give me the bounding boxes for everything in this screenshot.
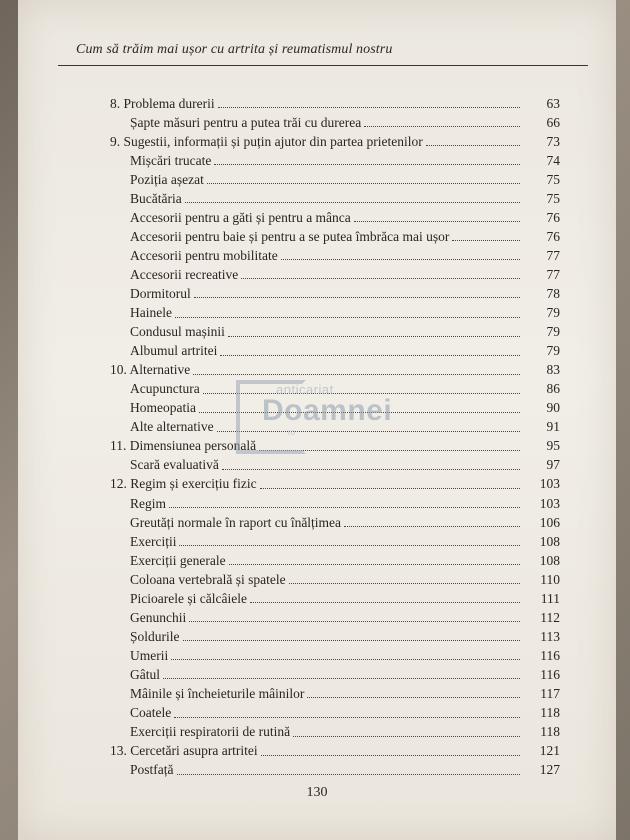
toc-entry-title: Acupunctura (130, 381, 200, 397)
watermark-logo (236, 380, 436, 460)
toc-entry-title: Gâtul (130, 666, 160, 682)
toc-entry-page: 95 (546, 438, 560, 454)
toc-section-entry (18, 723, 616, 742)
toc-entry-title: Exerciții respiratorii de rutină (130, 724, 291, 740)
toc-entry-title: 9. Sugestii, informații și puțin ajutor din partea prietenilor (110, 133, 423, 149)
toc-dot-leader (293, 736, 520, 737)
toc-dot-leader (175, 317, 520, 318)
toc-dot-leader (452, 240, 520, 241)
toc-section-entry (18, 665, 616, 684)
toc-section-entry (18, 304, 616, 323)
toc-section-entry (18, 608, 616, 627)
toc-dot-leader (364, 126, 520, 127)
toc-chapter-entry (18, 361, 616, 380)
watermark-top-text: anticariat (276, 382, 334, 397)
toc-entry-page: 83 (546, 362, 560, 378)
toc-entry-page: 118 (540, 724, 560, 740)
toc-section-entry (18, 684, 616, 703)
toc-dot-leader (214, 164, 520, 165)
toc-chapter-entry (18, 742, 616, 761)
toc-entry-page: 97 (546, 457, 560, 473)
toc-entry-title: Umerii (130, 647, 169, 663)
toc-entry-page: 108 (539, 533, 560, 549)
toc-dot-leader (250, 602, 520, 603)
watermark-main-text: Doamnei (262, 394, 393, 427)
toc-entry-title: Mișcări trucate (130, 152, 212, 168)
toc-dot-leader (179, 545, 520, 546)
toc-section-entry (18, 761, 616, 780)
toc-dot-leader (207, 183, 520, 184)
toc-entry-page: 74 (546, 152, 560, 168)
toc-dot-leader (174, 717, 520, 718)
toc-entry-title: Greutăți normale în raport cu înălțimea (130, 514, 342, 530)
toc-section-entry (18, 551, 616, 570)
toc-entry-title: Hainele (130, 305, 172, 321)
toc-dot-leader (344, 526, 520, 527)
toc-dot-leader (222, 469, 520, 470)
book-page (18, 0, 616, 840)
toc-section-entry (18, 646, 616, 665)
toc-dot-leader (228, 336, 520, 337)
toc-entry-page: 116 (540, 666, 560, 682)
toc-dot-leader (260, 488, 520, 489)
toc-dot-leader (261, 755, 520, 756)
toc-entry-page: 117 (540, 685, 560, 701)
toc-entry-title: 8. Problema durerii (110, 95, 215, 111)
toc-section-entry (18, 113, 616, 132)
toc-dot-leader (163, 678, 520, 679)
toc-section-entry (18, 170, 616, 189)
toc-dot-leader (185, 202, 520, 203)
toc-entry-title: Mâinile și încheieturile mâinilor (130, 685, 305, 701)
toc-entry-page: 111 (540, 590, 560, 606)
toc-section-entry (18, 342, 616, 361)
toc-dot-leader (193, 374, 520, 375)
toc-entry-title: Exerciții generale (130, 552, 226, 568)
toc-entry-title: Șapte măsuri pentru a putea trăi cu durerea (130, 114, 362, 130)
toc-section-entry (18, 627, 616, 646)
toc-entry-page: 77 (546, 266, 560, 282)
toc-section-entry (18, 151, 616, 170)
toc-dot-leader (354, 221, 520, 222)
toc-entry-page: 108 (539, 552, 560, 568)
toc-entry-page: 76 (546, 209, 560, 225)
toc-section-entry (18, 208, 616, 227)
toc-section-entry (18, 265, 616, 284)
watermark-sub-text: ro (288, 428, 296, 437)
toc-dot-leader (218, 107, 520, 108)
toc-entry-page: 79 (546, 305, 560, 321)
page-number: 130 (306, 785, 328, 800)
toc-chapter-entry (18, 475, 616, 494)
toc-chapter-entry (18, 132, 616, 151)
toc-entry-page: 103 (539, 495, 560, 511)
toc-dot-leader (289, 583, 520, 584)
toc-entry-title: Accesorii recreative (130, 266, 239, 282)
toc-entry-title: 11. Dimensiunea personală (110, 438, 257, 454)
toc-entry-title: 12. Regim și exercițiu fizic (110, 476, 257, 492)
toc-entry-page: 103 (539, 476, 560, 492)
toc-entry-title: Dormitorul (130, 285, 191, 301)
toc-section-entry (18, 704, 616, 723)
toc-section-entry (18, 494, 616, 513)
toc-entry-title: Regim (130, 495, 166, 511)
running-header-title: Cum să trăim mai ușor cu artrita și reumatismul nostru (76, 42, 393, 57)
toc-dot-leader (171, 659, 520, 660)
toc-entry-title: Accesorii pentru mobilitate (130, 247, 278, 263)
toc-dot-leader (281, 259, 520, 260)
toc-entry-page: 116 (540, 647, 560, 663)
toc-entry-page: 76 (546, 228, 560, 244)
toc-entry-page: 127 (539, 762, 560, 778)
toc-entry-title: 10. Alternative (110, 362, 191, 378)
toc-entry-page: 79 (546, 324, 560, 340)
toc-entry-title: Picioarele și călcâiele (130, 590, 247, 606)
toc-entry-page: 121 (539, 743, 560, 759)
toc-chapter-entry (18, 94, 616, 113)
toc-entry-page: 106 (539, 514, 560, 530)
toc-section-entry (18, 570, 616, 589)
toc-entry-page: 63 (546, 95, 560, 111)
toc-section-entry (18, 513, 616, 532)
toc-entry-title: Coloana vertebrală și spatele (130, 571, 286, 587)
toc-dot-leader (220, 355, 520, 356)
toc-entry-title: Albumul artritei (130, 343, 218, 359)
toc-section-entry (18, 323, 616, 342)
toc-entry-page: 73 (546, 133, 560, 149)
toc-entry-title: Scară evaluativă (130, 457, 219, 473)
toc-entry-page: 91 (546, 419, 560, 435)
toc-entry-page: 118 (540, 705, 560, 721)
toc-dot-leader (177, 774, 521, 775)
toc-dot-leader (194, 297, 520, 298)
toc-section-entry (18, 246, 616, 265)
toc-entry-page: 79 (546, 343, 560, 359)
toc-entry-title: Homeopatia (130, 400, 196, 416)
toc-entry-title: Bucătăria (130, 190, 182, 206)
toc-entry-page: 86 (546, 381, 560, 397)
toc-entry-title: 13. Cercetări asupra artritei (110, 743, 258, 759)
toc-entry-page: 75 (546, 190, 560, 206)
toc-dot-leader (307, 697, 520, 698)
toc-dot-leader (229, 564, 520, 565)
header-rule (58, 65, 588, 66)
toc-entry-title: Șoldurile (130, 628, 180, 644)
toc-entry-title: Coatele (130, 705, 172, 721)
toc-entry-page: 110 (540, 571, 560, 587)
toc-entry-page: 66 (546, 114, 560, 130)
toc-dot-leader (241, 278, 520, 279)
toc-entry-page: 113 (540, 628, 560, 644)
toc-entry-page: 112 (540, 609, 560, 625)
toc-entry-title: Postfață (130, 762, 174, 778)
toc-section-entry (18, 284, 616, 303)
toc-dot-leader (183, 640, 521, 641)
toc-entry-page: 90 (546, 400, 560, 416)
toc-dot-leader (189, 621, 520, 622)
toc-entry-page: 78 (546, 285, 560, 301)
toc-entry-title: Genunchii (130, 609, 187, 625)
toc-dot-leader (426, 145, 520, 146)
toc-entry-title: Poziția așezat (130, 171, 204, 187)
toc-entry-title: Alte alternative (130, 419, 214, 435)
toc-section-entry (18, 227, 616, 246)
toc-entry-title: Condusul mașinii (130, 324, 225, 340)
toc-section-entry (18, 532, 616, 551)
toc-entry-page: 75 (546, 171, 560, 187)
toc-entry-page: 77 (546, 247, 560, 263)
toc-section-entry (18, 589, 616, 608)
toc-section-entry (18, 189, 616, 208)
toc-entry-title: Exerciții (130, 533, 177, 549)
toc-dot-leader (169, 507, 520, 508)
toc-entry-title: Accesorii pentru a găti și pentru a mânca (130, 209, 351, 225)
toc-entry-title: Accesorii pentru baie și pentru a se putea îmbrăca mai ușor (130, 228, 450, 244)
